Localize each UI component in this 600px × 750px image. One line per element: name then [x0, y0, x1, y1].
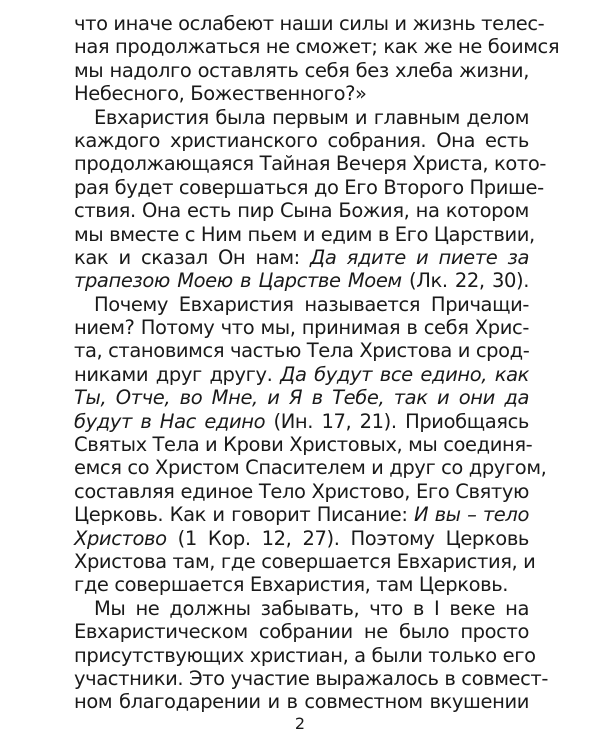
text-line: участники. Это участие выражалось в совмест-: [74, 666, 549, 690]
text-line: где совершается Евхаристия, там Церковь.: [74, 573, 509, 597]
text-line: мы вместе с Ним пьем и едим в Его Царствии,: [74, 222, 535, 246]
text-line: Святых Тела и Крови Христовых, мы соединя-: [74, 433, 533, 457]
text-line: никами друг другу. Да будут все едино, как: [74, 362, 529, 386]
text-line: будут в Нас едино (Ин. 17, 21). Приобщаясь: [74, 409, 529, 433]
text-line: Христово (1 Кор. 12, 27). Поэтому Церковь: [74, 526, 529, 550]
text-line: ном благодарении и в совместном вкушении: [74, 690, 529, 714]
text-line: рая будет совершаться до Его Второго Прише-: [74, 175, 544, 199]
text-line: Небесного, Божественного?»: [74, 82, 367, 106]
text-line: каждого христианского собрания. Она есть: [74, 128, 529, 152]
text-line: присутствующих христиан, а были только его: [74, 643, 536, 667]
text-line: составляя единое Тело Христово, Его Святую: [74, 479, 529, 503]
text-line: нием? Потому что мы, принимая в себя Хрис-: [74, 316, 529, 340]
text-line: трапезою Моею в Царстве Моем (Лк. 22, 30).: [74, 269, 530, 293]
text-line: Евхаристическом собрании не было просто: [74, 620, 529, 644]
text-line: Мы не должны забывать, что в I веке на: [94, 596, 529, 620]
text-line: что иначе ослабеют наши силы и жизнь телес-: [74, 12, 545, 35]
text-line: Христова там, где совершается Евхаристия, и: [74, 549, 536, 573]
text-line: ная продолжаться не сможет; как же не боимся: [74, 35, 560, 59]
text-line: емся со Христом Спасителем и друг со другом,: [74, 456, 547, 480]
text-line: та, становимся частью Тела Христова и срод-: [74, 339, 530, 363]
text-line: ствия. Она есть пир Сына Божия, на котором: [74, 199, 529, 223]
text-line: Церковь. Как и говорит Писание: И вы – тело: [74, 503, 530, 527]
page-number: 2: [294, 714, 306, 733]
text-line: продолжающаяся Тайная Вечеря Христа, кото-: [74, 152, 546, 176]
text-line: Евхаристия была первым и главным делом: [94, 105, 529, 129]
body-text: [74, 12, 560, 714]
text-line: Ты, Отче, во Мне, и Я в Тебе, так и они да: [74, 386, 529, 410]
text-line: как и сказал Он нам: Да ядите и пиете за: [74, 245, 529, 269]
text-line: Почему Евхаристия называется Причащи-: [94, 292, 529, 316]
text-line: мы надолго оставлять себя без хлеба жизни,: [74, 58, 529, 82]
